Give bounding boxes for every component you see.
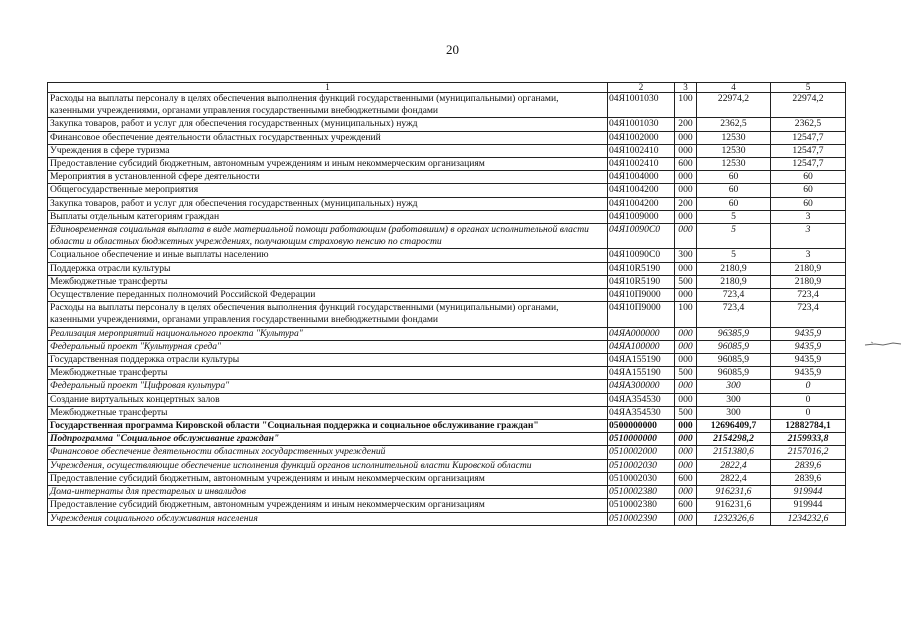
row-amount-col4: 916231,6 [697,499,771,512]
row-code: 04Я10П9000 [608,302,675,327]
row-expense-type: 000 [675,184,697,197]
row-code: 04Я1004000 [608,171,675,184]
row-code: 04Я1001030 [608,118,675,131]
row-code: 0510002380 [608,499,675,512]
row-name: Социальное обеспечение и иные выплаты населению [48,249,608,262]
row-code: 04ЯА155190 [608,367,675,380]
row-amount-col4: 2180,9 [697,262,771,275]
table-row [48,327,846,340]
row-name: Реализация мероприятий национального проекта "Культура" [48,327,608,340]
row-code: 0510000000 [608,433,675,446]
row-amount-col4: 96085,9 [697,367,771,380]
row-amount-col4: 2822,4 [697,459,771,472]
row-name: Предоставление субсидий бюджетным, автономным учреждениям и иным некоммерческим организациям [48,158,608,171]
row-code: 04ЯА300000 [608,380,675,393]
row-amount-col5: 2839,6 [771,459,846,472]
header-cell: 1 [48,83,608,93]
row-amount-col5: 2362,5 [771,118,846,131]
row-amount-col4: 5 [697,249,771,262]
row-name: Единовременная социальная выплата в виде материальной помощи работающим (работавшим) в органах исполнительной власти области и областных бюджетных учреждениях, получающим страховую пенсию по старости [48,224,608,249]
table-row [48,262,846,275]
row-amount-col5: 919944 [771,486,846,499]
row-code: 0510002380 [608,486,675,499]
margin-mark [863,340,903,348]
row-expense-type: 000 [675,224,697,249]
row-name: Финансовое обеспечение деятельности областных государственных учреждений [48,446,608,459]
row-name: Межбюджетные трансферты [48,367,608,380]
row-name: Межбюджетные трансферты [48,275,608,288]
row-name: Межбюджетные трансферты [48,406,608,419]
row-expense-type: 000 [675,393,697,406]
header-cell: 5 [771,83,846,93]
row-amount-col4: 723,4 [697,289,771,302]
row-expense-type: 600 [675,472,697,485]
row-expense-type: 000 [675,486,697,499]
row-name: Учреждения в сфере туризма [48,144,608,157]
table-row [48,93,846,118]
row-code: 0500000000 [608,420,675,433]
row-amount-col4: 22974,2 [697,93,771,118]
row-expense-type: 200 [675,118,697,131]
table-row [48,224,846,249]
row-amount-col4: 300 [697,393,771,406]
row-amount-col5: 2157016,2 [771,446,846,459]
row-amount-col5: 0 [771,393,846,406]
table-row [48,197,846,210]
header-cell: 3 [675,83,697,93]
row-amount-col5: 3 [771,224,846,249]
row-code: 04ЯА000000 [608,327,675,340]
row-amount-col5: 2180,9 [771,262,846,275]
row-code: 04ЯА354530 [608,393,675,406]
row-amount-col4: 2151380,6 [697,446,771,459]
table-row [48,171,846,184]
row-name: Общегосударственные мероприятия [48,184,608,197]
row-expense-type: 000 [675,354,697,367]
row-code: 04Я1002000 [608,131,675,144]
row-name: Подпрограмма "Социальное обслуживание граждан" [48,433,608,446]
table-row [48,446,846,459]
row-amount-col4: 12530 [697,144,771,157]
row-amount-col5: 1234232,6 [771,512,846,525]
row-amount-col4: 96085,9 [697,340,771,353]
row-code: 0510002030 [608,459,675,472]
table-row [48,354,846,367]
row-name: Предоставление субсидий бюджетным, автономным учреждениям и иным некоммерческим организациям [48,499,608,512]
row-amount-col5: 3 [771,210,846,223]
row-name: Предоставление субсидий бюджетным, автономным учреждениям и иным некоммерческим организациям [48,472,608,485]
row-name: Государственная программа Кировской области "Социальная поддержка и социальное обслуживание граждан" [48,420,608,433]
row-amount-col5: 9435,9 [771,354,846,367]
row-amount-col4: 12530 [697,158,771,171]
row-amount-col5: 9435,9 [771,367,846,380]
row-name: Учреждения, осуществляющие обеспечение исполнения функций органов исполнительной власти Кировской области [48,459,608,472]
row-expense-type: 600 [675,499,697,512]
row-amount-col5: 60 [771,171,846,184]
row-name: Расходы на выплаты персоналу в целях обеспечения выполнения функций государственными (муниципальными) органами, казенными учреждениями, органами управления государственными внебюджетными фондами [48,93,608,118]
row-amount-col5: 60 [771,184,846,197]
row-amount-col5: 0 [771,380,846,393]
row-name: Поддержка отрасли культуры [48,262,608,275]
table-row [48,486,846,499]
row-amount-col5: 9435,9 [771,340,846,353]
row-name: Федеральный проект "Культурная среда" [48,340,608,353]
row-amount-col5: 2839,6 [771,472,846,485]
row-code: 04Я10090С0 [608,224,675,249]
table-row [48,512,846,525]
row-amount-col5: 2180,9 [771,275,846,288]
row-expense-type: 000 [675,144,697,157]
row-code: 04ЯА100000 [608,340,675,353]
table-row [48,275,846,288]
row-amount-col4: 2154298,2 [697,433,771,446]
row-code: 0510002390 [608,512,675,525]
row-amount-col5: 723,4 [771,289,846,302]
row-amount-col5: 60 [771,197,846,210]
row-name: Создание виртуальных концертных залов [48,393,608,406]
row-amount-col4: 60 [697,184,771,197]
row-code: 04ЯА354530 [608,406,675,419]
row-code: 04Я1004200 [608,197,675,210]
budget-table [47,82,846,526]
row-expense-type: 000 [675,459,697,472]
row-amount-col5: 2159933,8 [771,433,846,446]
page-number: 20 [446,42,459,57]
row-expense-type: 000 [675,327,697,340]
row-expense-type: 000 [675,433,697,446]
row-expense-type: 000 [675,131,697,144]
row-code: 0510002030 [608,472,675,485]
row-name: Государственная поддержка отрасли культуры [48,354,608,367]
row-amount-col4: 300 [697,380,771,393]
row-name: Закупка товаров, работ и услуг для обеспечения государственных (муниципальных) нужд [48,118,608,131]
row-expense-type: 000 [675,380,697,393]
row-expense-type: 500 [675,275,697,288]
row-code: 04Я1004200 [608,184,675,197]
row-expense-type: 000 [675,210,697,223]
row-name: Мероприятия в установленной сфере деятельности [48,171,608,184]
row-expense-type: 000 [675,446,697,459]
table-row [48,289,846,302]
row-expense-type: 000 [675,262,697,275]
row-code: 0510002000 [608,446,675,459]
table-row [48,433,846,446]
row-amount-col5: 12882784,1 [771,420,846,433]
row-expense-type: 000 [675,512,697,525]
table-header-row [48,83,846,93]
table-row [48,144,846,157]
row-expense-type: 000 [675,289,697,302]
row-code: 04Я10R5190 [608,262,675,275]
row-amount-col5: 0 [771,406,846,419]
row-amount-col4: 5 [697,224,771,249]
table-row [48,210,846,223]
header-cell: 4 [697,83,771,93]
row-amount-col4: 96085,9 [697,354,771,367]
row-name: Учреждения социального обслуживания населения [48,512,608,525]
row-expense-type: 000 [675,171,697,184]
row-amount-col4: 916231,6 [697,486,771,499]
table-row [48,472,846,485]
table-row [48,340,846,353]
table-row [48,118,846,131]
row-amount-col4: 300 [697,406,771,419]
row-expense-type: 000 [675,340,697,353]
row-amount-col5: 9435,9 [771,327,846,340]
row-name: Дома-интернаты для престарелых и инвалидов [48,486,608,499]
row-code: 04Я1009000 [608,210,675,223]
header-cell: 2 [608,83,675,93]
row-amount-col4: 60 [697,171,771,184]
row-code: 04Я10R5190 [608,275,675,288]
row-amount-col4: 60 [697,197,771,210]
row-amount-col5: 3 [771,249,846,262]
row-code: 04Я10П9000 [608,289,675,302]
row-name: Выплаты отдельным категориям граждан [48,210,608,223]
row-code: 04Я1001030 [608,93,675,118]
row-amount-col4: 2180,9 [697,275,771,288]
row-expense-type: 300 [675,249,697,262]
row-amount-col4: 1232326,6 [697,512,771,525]
row-code: 04Я1002410 [608,144,675,157]
row-expense-type: 100 [675,93,697,118]
row-amount-col5: 723,4 [771,302,846,327]
row-code: 04Я1002410 [608,158,675,171]
row-expense-type: 000 [675,420,697,433]
row-expense-type: 600 [675,158,697,171]
table-row [48,302,846,327]
row-amount-col4: 2362,5 [697,118,771,131]
row-amount-col4: 96385,9 [697,327,771,340]
table-row [48,158,846,171]
row-amount-col4: 12530 [697,131,771,144]
row-amount-col5: 12547,7 [771,158,846,171]
table-row [48,393,846,406]
row-expense-type: 500 [675,406,697,419]
row-amount-col4: 5 [697,210,771,223]
table-row [48,184,846,197]
row-amount-col5: 12547,7 [771,131,846,144]
table-row [48,420,846,433]
row-name: Закупка товаров, работ и услуг для обеспечения государственных (муниципальных) нужд [48,197,608,210]
row-amount-col5: 12547,7 [771,144,846,157]
row-name: Осуществление переданных полномочий Российской Федерации [48,289,608,302]
row-expense-type: 500 [675,367,697,380]
row-name: Финансовое обеспечение деятельности областных государственных учреждений [48,131,608,144]
table-row [48,499,846,512]
row-name: Федеральный проект "Цифровая культура" [48,380,608,393]
table-row [48,380,846,393]
row-code: 04ЯА155190 [608,354,675,367]
row-expense-type: 100 [675,302,697,327]
row-amount-col5: 919944 [771,499,846,512]
row-amount-col4: 723,4 [697,302,771,327]
row-amount-col5: 22974,2 [771,93,846,118]
row-expense-type: 200 [675,197,697,210]
table-row [48,459,846,472]
table-row [48,249,846,262]
row-name: Расходы на выплаты персоналу в целях обеспечения выполнения функций государственными (муниципальными) органами, казенными учреждениями, органами управления государственными внебюджетными фондами [48,302,608,327]
table-row [48,131,846,144]
row-code: 04Я10090С0 [608,249,675,262]
table-row [48,406,846,419]
row-amount-col4: 12696409,7 [697,420,771,433]
table-row [48,367,846,380]
row-amount-col4: 2822,4 [697,472,771,485]
